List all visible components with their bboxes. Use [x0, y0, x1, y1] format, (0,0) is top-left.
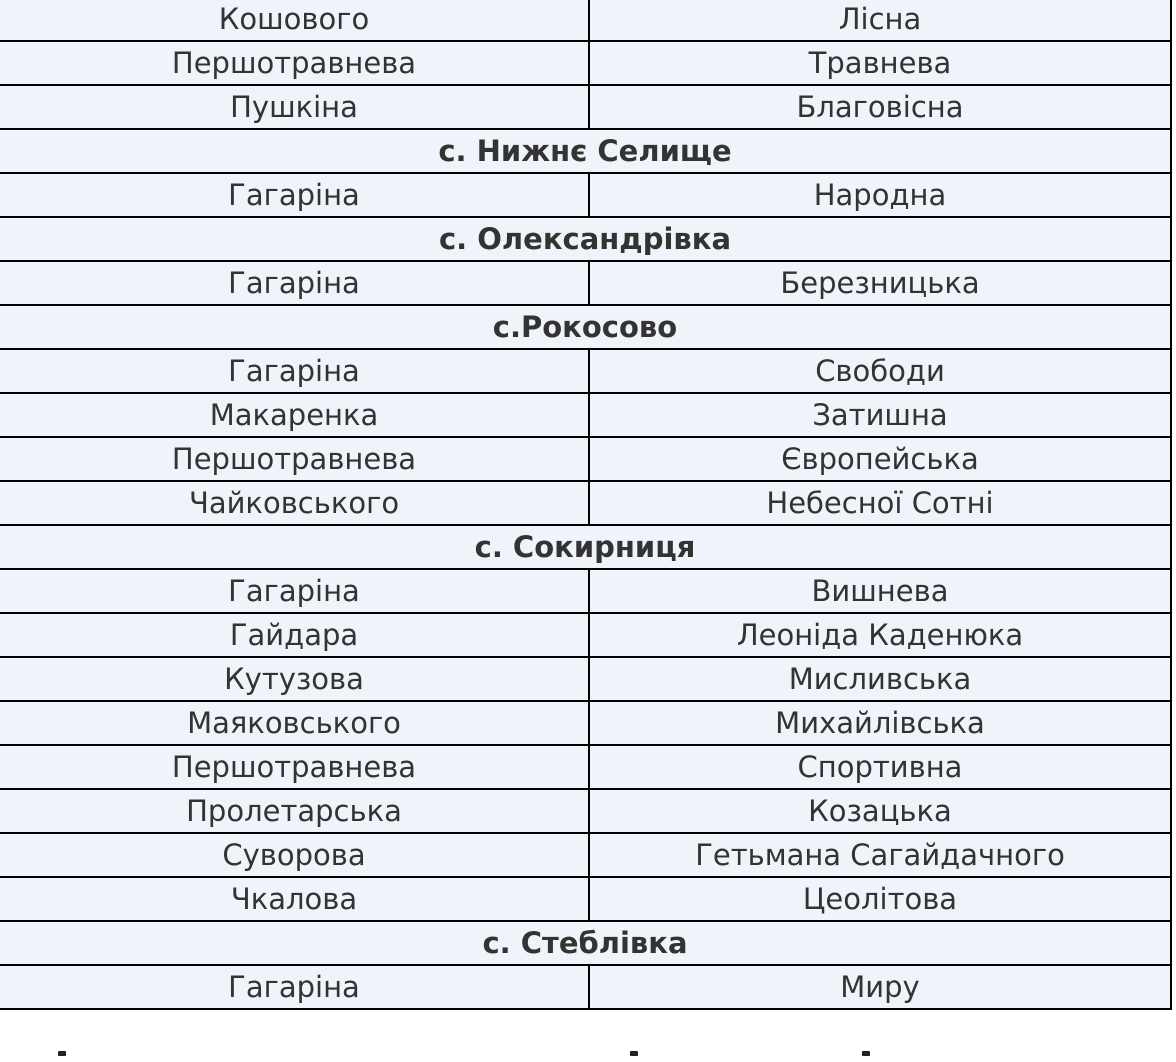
street-right-cell: Козацька	[589, 789, 1171, 833]
street-left-cell: Кутузова	[0, 657, 589, 701]
street-right-cell: Європейська	[589, 437, 1171, 481]
street-row	[0, 173, 1171, 217]
street-row	[0, 701, 1171, 745]
street-left-cell: Суворова	[0, 833, 589, 877]
cut-off-text-line	[0, 1051, 1176, 1062]
street-row	[0, 965, 1171, 1009]
village-name: с. Стеблівка	[0, 921, 1171, 965]
street-left-cell: Першотравнева	[0, 41, 589, 85]
village-header-row	[0, 525, 1171, 569]
street-left-cell: Маяковського	[0, 701, 589, 745]
village-name: с. Сокирниця	[0, 525, 1171, 569]
street-right-cell: Народна	[589, 173, 1171, 217]
street-row	[0, 0, 1171, 41]
street-row	[0, 569, 1171, 613]
street-right-cell: Цеолітова	[589, 877, 1171, 921]
village-name: с. Олександрівка	[0, 217, 1171, 261]
street-right-cell: Затишна	[589, 393, 1171, 437]
street-left-cell: Чайковського	[0, 481, 589, 525]
street-row	[0, 437, 1171, 481]
village-header-row	[0, 305, 1171, 349]
street-left-cell: Чкалова	[0, 877, 589, 921]
street-left-cell: Першотравнева	[0, 437, 589, 481]
street-right-cell: Гетьмана Сагайдачного	[589, 833, 1171, 877]
street-row	[0, 481, 1171, 525]
village-name: с.Рокосово	[0, 305, 1171, 349]
street-left-cell: Макаренка	[0, 393, 589, 437]
street-right-cell: Спортивна	[589, 745, 1171, 789]
street-left-cell: Пролетарська	[0, 789, 589, 833]
street-right-cell: Березницька	[589, 261, 1171, 305]
street-left-cell: Першотравнева	[0, 745, 589, 789]
street-left-cell: Кошового	[0, 0, 589, 41]
village-header-row	[0, 921, 1171, 965]
street-left-cell: Гагаріна	[0, 569, 589, 613]
street-right-cell: Вишнева	[589, 569, 1171, 613]
village-name: с. Нижнє Селище	[0, 129, 1171, 173]
street-row	[0, 657, 1171, 701]
street-row	[0, 261, 1171, 305]
street-left-cell: Пушкіна	[0, 85, 589, 129]
street-right-cell: Небесної Сотні	[589, 481, 1171, 525]
street-right-cell: Травнева	[589, 41, 1171, 85]
street-right-cell: Благовісна	[589, 85, 1171, 129]
street-left-cell: Гагаріна	[0, 261, 589, 305]
street-row	[0, 789, 1171, 833]
street-left-cell: Гагаріна	[0, 173, 589, 217]
street-row	[0, 41, 1171, 85]
street-left-cell: Гагаріна	[0, 349, 589, 393]
street-row	[0, 833, 1171, 877]
street-row	[0, 877, 1171, 921]
street-row	[0, 393, 1171, 437]
street-left-cell: Гайдара	[0, 613, 589, 657]
street-row	[0, 613, 1171, 657]
village-header-row	[0, 217, 1171, 261]
street-right-cell: Михайлівська	[589, 701, 1171, 745]
street-row	[0, 85, 1171, 129]
street-right-cell: Мисливська	[589, 657, 1171, 701]
street-right-cell: Свободи	[589, 349, 1171, 393]
village-header-row	[0, 129, 1171, 173]
street-right-cell: Леоніда Каденюка	[589, 613, 1171, 657]
street-right-cell: Миру	[589, 965, 1171, 1009]
street-row	[0, 745, 1171, 789]
street-right-cell: Лісна	[589, 0, 1171, 41]
street-left-cell: Гагаріна	[0, 965, 589, 1009]
street-row	[0, 349, 1171, 393]
